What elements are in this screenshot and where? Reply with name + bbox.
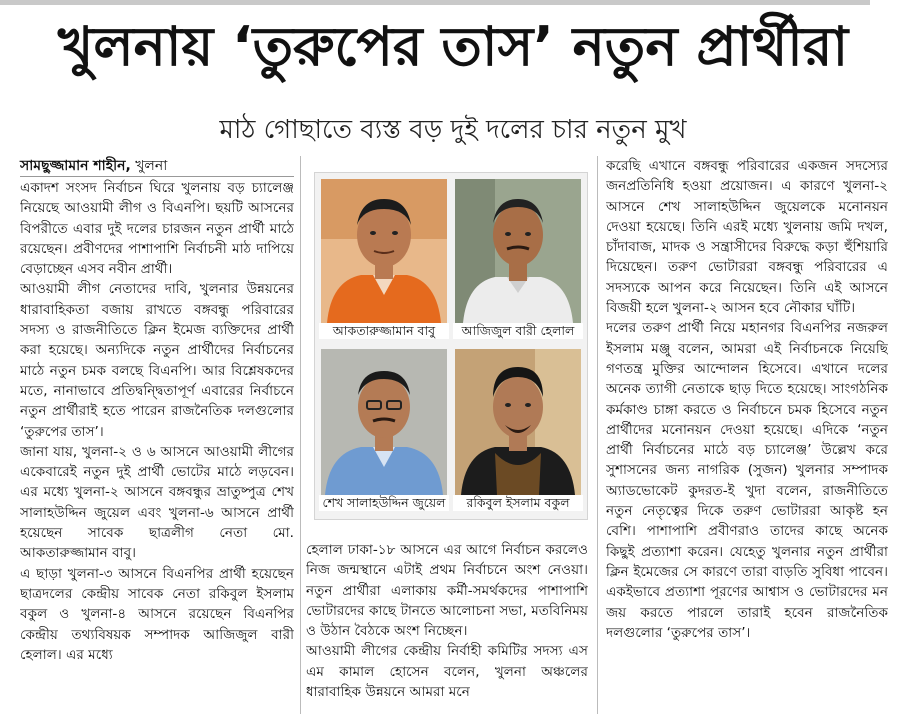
page-top-rule	[0, 0, 906, 5]
article-column-middle	[306, 540, 588, 714]
paragraph: জানা যায়, খুলনা-২ ও ৬ আসনে আওয়ামী লীগের একেবারেই নতুন দুই প্রার্থী ভোটের মাঠে লড়বেন। এর মধ্যে খুলনা-২ আসনে বঙ্গবন্ধুর ভ্রাতুষ্পুত্র শেখ সালাহউদ্দিন জুয়েল এবং খুলনা-৬ আসনে প্রার্থী হয়েছেন সাবেক ছাত্রলীগ নেতা মো. আকতারুজ্জামান বাবু।	[20, 443, 294, 562]
paragraph: দলের তরুণ প্রার্থী নিয়ে মহানগর বিএনপির নজরুল ইসলাম মঞ্জু বলেন, আমরা এই নির্বাচনকে নিয়েছি গণতন্ত্র মুক্তির আন্দোলন হিসেবে। এখানে দলের অনেক ত্যাগী নেতাকে ছাড় দিতে হয়েছে। সাংগঠনিক কর্মকাণ্ড চাঙ্গা করতে ও নির্বাচনে চমক হিসেবে নতুন প্রার্থীদের মনোনয়ন দেওয়া হয়েছে। এদিকে ‘নতুন প্রার্থী নির্বাচনের মাঠে বড় চ্যালেঞ্জ’ উল্লেখ করে সুশাসনের জন্য নাগরিক (সুজন) খুলনার সম্পাদক অ্যাডভোকেট কুদরত-ই খুদা বলেন, রাজনীতিতে নতুন নেতৃত্বের দিকে তরুণ ভোটাররা আকৃষ্ট হন বেশি। পাশাপাশি প্রবীণরাও তাদের কাছে অনেক কিছুই প্রত্যাশা করেন। যেহেতু খুলনার নতুন প্রার্থীরা ক্লিন ইমেজের সে কারণে তারা বাড়তি সুবিধা পাবেন। একইভাবে প্রত্যাশা পূরণের আশ্বাস ও ভোটারদের মন জয় করতে পারলে তারাই হবেন রাজনৈতিক দলগুলোর ‘তুরুপের তাস’।	[606, 320, 888, 641]
paragraph: হেলাল ঢাকা-১৮ আসনে এর আগে নির্বাচন করলেও নিজ জন্মস্থানে এটাই প্রথম নির্বাচনে অংশ নেওয়া। নতুন প্রার্থীরা এলাকায় কর্মী-সমর্থকদের পাশাপাশি ভোটারদের কাছে টানতে আলোচনা সভা, মতবিনিময় ও উঠান বৈঠকে অংশ নিচ্ছেন।	[306, 542, 588, 640]
paragraph: এ ছাড়া খুলনা-৩ আসনে বিএনপির প্রার্থী হয়েছেন ছাত্রদলের কেন্দ্রীয় সাবেক নেতা রকিবুল ইসলাম বকুল ও খুলনা-৪ আসনে রয়েছেন বিএনপির কেন্দ্রীয় তথ্যবিষয়ক সম্পাদক আজিজুল বারী হেলাল। এর মধ্যে	[20, 565, 294, 663]
portrait-illustration	[455, 349, 581, 495]
article-headline: খুলনায় ‘তুরুপের তাস’ নতুন প্রার্থীরা	[57, 15, 849, 78]
byline-name: সামছুজ্জামান শাহীন,	[20, 158, 131, 174]
article-column-right	[606, 156, 888, 714]
column-divider	[300, 156, 301, 714]
candidate-photo-grid	[314, 172, 588, 520]
candidate-photo-rakibul-islam-bakul	[455, 349, 581, 495]
page-top-gap	[870, 0, 906, 5]
paragraph: আওয়ামী লীগ নেতাদের দাবি, খুলনার উন্নয়নের ধারাবাহিকতা বজায় রাখতে বঙ্গবন্ধু পরিবারের সদস্য ও রাজনীতিতে ক্লিন ইমেজ ব্যক্তিদের প্রার্থী করা হয়েছে। অন্যদিকে নতুন প্রার্থীদের নির্বাচনের মাঠে নতুন চমক বলছে বিএনপি। আর বিশ্লেষকদের মতে, নানাভাবে প্রতিদ্বন্দ্বিতাপূর্ণ এবারের নির্বাচনে নতুন প্রার্থীরাই হতে পারেন রাজনৈতিক দলগুলোর ‘তুরুপের তাস’।	[20, 281, 294, 440]
portrait-illustration	[321, 179, 447, 323]
paragraph: একাদশ সংসদ নির্বাচন ঘিরে খুলনায় বড় চ্যালেঞ্জ নিয়েছে আওয়ামী লীগ ও বিএনপি। ছয়টি আসনের বিপরীতে এবার দুই দলের চারজন নতুন প্রার্থী মাঠে রয়েছেন। প্রবীণদের পাশাপাশি নির্বাচনী মাঠ দাপিয়ে বেড়াচ্ছেন এসব নবীন প্রার্থী।	[20, 180, 294, 278]
candidate-photo-akhtaruzzaman-babu	[321, 179, 447, 323]
paragraph: করেছি এখানে বঙ্গবন্ধু পরিবারের একজন সদস্যের জনপ্রতিনিধি হওয়া প্রয়োজন। এ কারণে খুলনা-২ আসনে শেখ সালাহউদ্দিন জুয়েলকে মনোনয়ন দেওয়া হয়েছে। তিনি এরই মধ্যে খুলনায় জমি দখল, চাঁদাবাজ, মাদক ও সন্ত্রাসীদের বিরুদ্ধে কড়া হুঁশিয়ারি দিয়েছেন। তরুণ ভোটাররা বঙ্গবন্ধু পরিবারের এ সদস্যকে আপন করে নিয়েছেন। তিনি এই আসনে বিজয়ী হলে খুলনা-২ আসন হবে নৌকার ঘাঁটি।	[606, 158, 888, 317]
candidate-photo-azizul-bari-helal	[455, 179, 581, 323]
portrait-illustration	[321, 349, 447, 495]
photo-caption: আকতারুজ্জামান বাবু	[319, 323, 449, 339]
byline	[20, 156, 167, 176]
article-subheadline: মাঠ গোছাতে ব্যস্ত বড় দুই দলের চার নতুন মুখ	[219, 115, 687, 145]
photo-caption: আজিজুল বারী হেলাল	[453, 323, 583, 339]
candidate-photo-sheikh-salahuddin-jewel	[321, 349, 447, 495]
column-divider	[597, 156, 598, 714]
photo-caption: শেখ সালাহউদ্দিন জুয়েল	[319, 495, 449, 511]
portrait-illustration	[455, 179, 581, 323]
byline-place: খুলনা	[130, 158, 168, 174]
byline-rule	[20, 176, 294, 177]
photo-caption: রকিবুল ইসলাম বকুল	[453, 495, 583, 511]
article-column-left	[20, 178, 294, 714]
paragraph: আওয়ামী লীগের কেন্দ্রীয় নির্বাহী কমিটির সদস্য এস এম কামাল হোসেন বলেন, খুলনা অঞ্চলের ধারাবাহিক উন্নয়নে আমরা মনে	[306, 643, 588, 701]
